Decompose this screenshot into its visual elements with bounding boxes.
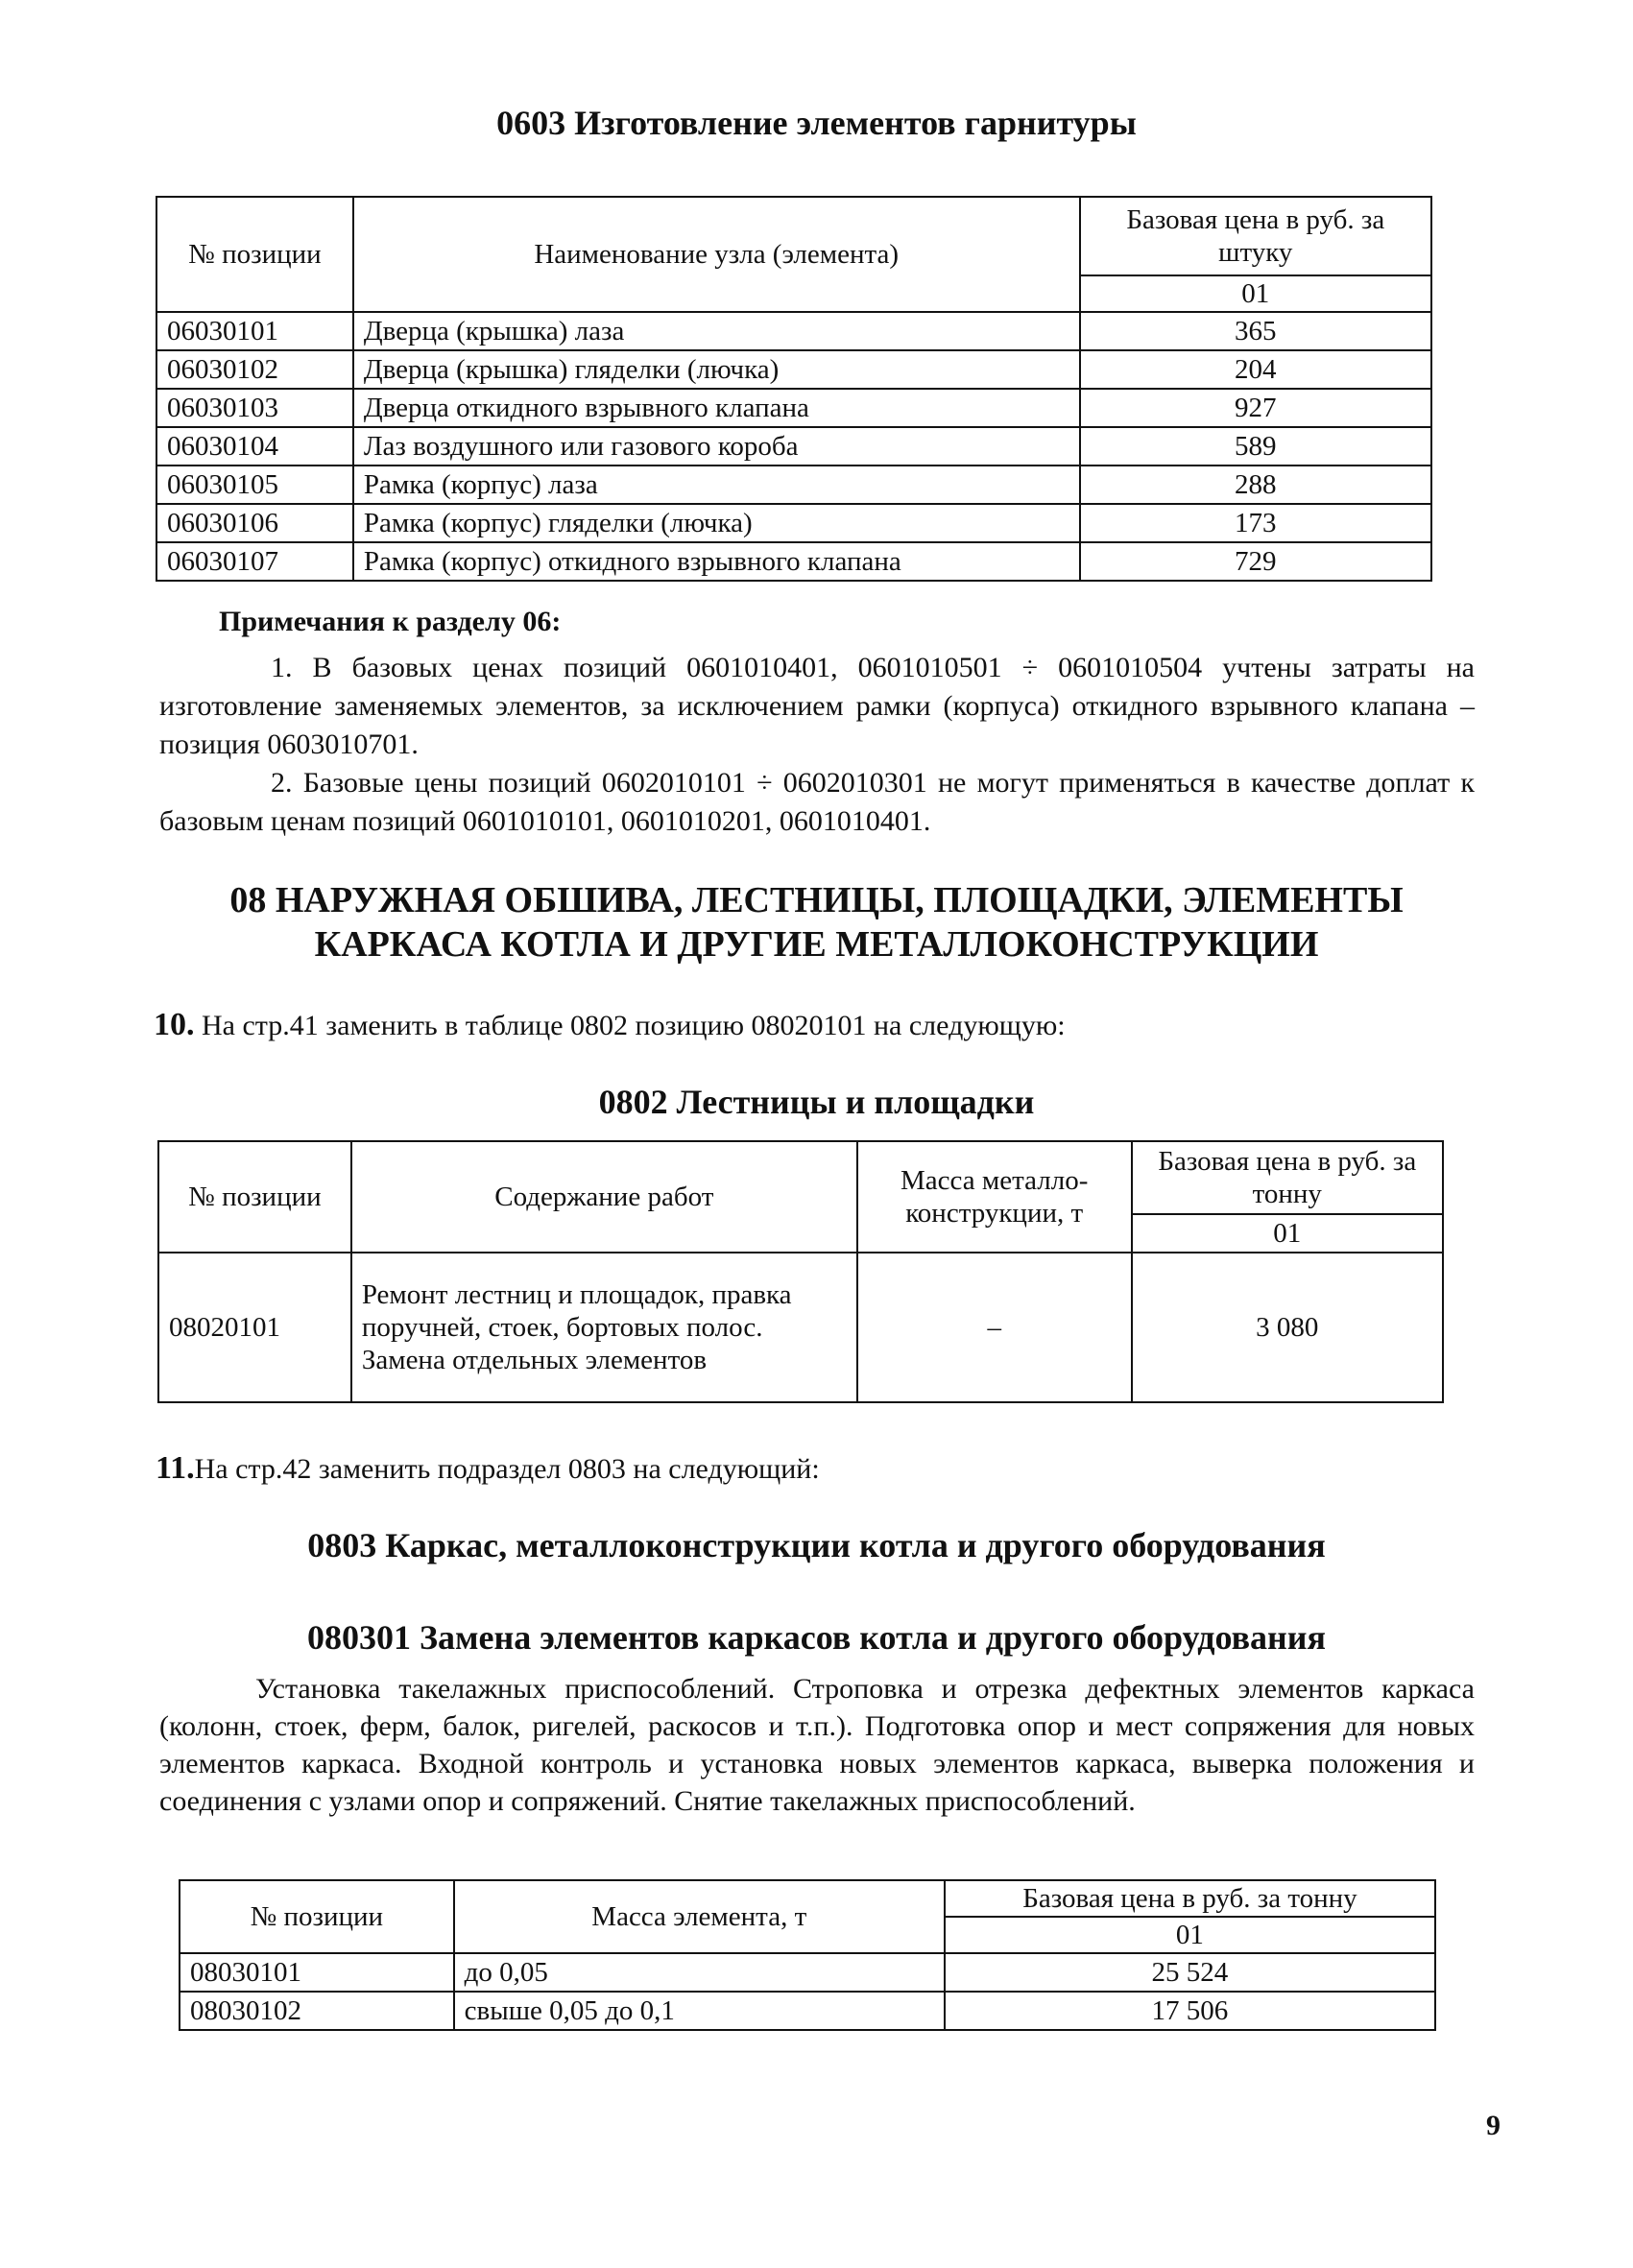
name-cell: Дверца откидного взрывного клапана	[353, 389, 1080, 427]
header-col-01: 01	[1080, 275, 1431, 312]
item-11	[156, 1449, 820, 1489]
price-cell: 204	[1080, 350, 1431, 389]
name-cell: Дверца (крышка) лаза	[353, 312, 1080, 350]
subsection-080301-title: 080301 Замена элементов каркасов котла и другого оборудования	[307, 1618, 1326, 1657]
position-cell: 08030101	[180, 1953, 454, 1992]
page-number: 9	[1486, 2110, 1501, 2141]
position-cell: 06030105	[156, 466, 353, 504]
header-mass: Масса металло-конструкции, т	[857, 1141, 1132, 1253]
header-position: № позиции	[158, 1141, 351, 1253]
header-mass: Масса элемента, т	[454, 1880, 945, 1953]
price-cell: 365	[1080, 312, 1431, 350]
name-cell: Лаз воздушного или газового короба	[353, 427, 1080, 466]
table-row	[156, 312, 1431, 350]
note-2: 2. Базовые цены позиций 0602010101 ÷ 0602010301 не могут применяться в качестве доплат к базовым ценам позиций 0601010101, 0601010201, 0601010401.	[159, 767, 1475, 837]
name-cell: Дверца (крышка) гляделки (лючка)	[353, 350, 1080, 389]
header-price: Базовая цена в руб. за тонну	[945, 1880, 1435, 1917]
header-price: Базовая цена в руб. за штуку	[1080, 197, 1431, 275]
table-0802	[157, 1140, 1444, 1403]
item-10	[154, 1006, 1066, 1045]
name-cell: Рамка (корпус) гляделки (лючка)	[353, 504, 1080, 542]
price-cell: 589	[1080, 427, 1431, 466]
price-cell: 729	[1080, 542, 1431, 581]
table-row	[158, 1253, 1443, 1402]
position-cell: 06030102	[156, 350, 353, 389]
item-10-number: 10.	[154, 1007, 195, 1042]
item-11-text: На стр.42 заменить подраздел 0803 на следующий:	[194, 1453, 820, 1485]
note-1: 1. В базовых ценах позиций 0601010401, 0601010501 ÷ 0601010504 учтены затраты на изготовление заменяемых элементов, за исключением рамки (корпуса) откидного взрывного клапана – позиция 0603010701.	[159, 652, 1475, 760]
section-08-title-line1: 08 НАРУЖНАЯ ОБШИВА, ЛЕСТНИЦЫ, ПЛОЩАДКИ, ЭЛЕМЕНТЫ	[229, 880, 1404, 920]
price-cell: 3 080	[1132, 1253, 1443, 1402]
position-cell: 08020101	[158, 1253, 351, 1402]
table-080301	[179, 1879, 1436, 2031]
price-cell: 17 506	[945, 1992, 1435, 2030]
header-content: Содержание работ	[351, 1141, 857, 1253]
mass-cell: свыше 0,05 до 0,1	[454, 1992, 945, 2030]
price-cell: 288	[1080, 466, 1431, 504]
position-cell: 08030102	[180, 1992, 454, 2030]
notes-heading: Примечания к разделу 06:	[219, 606, 562, 637]
item-11-number: 11.	[156, 1450, 195, 1486]
mass-cell: –	[857, 1253, 1132, 1402]
price-cell: 25 524	[945, 1953, 1435, 1992]
item-10-text: На стр.41 заменить в таблице 0802 позицию 08020101 на следующую:	[194, 1010, 1066, 1041]
table-row	[156, 350, 1431, 389]
table-0603	[156, 196, 1432, 582]
section-0803-title: 0803 Каркас, металлоконструкции котла и другого оборудования	[307, 1526, 1326, 1564]
table-row	[156, 427, 1431, 466]
header-col-01: 01	[945, 1917, 1435, 1953]
table-row	[156, 466, 1431, 504]
section-0803-paragraph: Установка такелажных приспособлений. Строповка и отрезка дефектных элементов каркаса (колонн, стоек, ферм, балок, ригелей, раскосов и т.п.). Подготовка опор и мест сопряжения для новых элементов каркаса. Входной контроль и установка новых элементов каркаса, выверка положения и соединения с узлами опор и сопряжений. Снятие такелажных приспособлений.	[159, 1673, 1475, 1817]
header-col-01: 01	[1132, 1214, 1443, 1253]
content-cell: Ремонт лестниц и площадок, правка поручней, стоек, бортовых полос. Замена отдельных элементов	[351, 1253, 857, 1402]
table-0802-title: 0802 Лестницы и площадки	[598, 1083, 1035, 1121]
name-cell: Рамка (корпус) откидного взрывного клапана	[353, 542, 1080, 581]
position-cell: 06030107	[156, 542, 353, 581]
table-0603-title: 0603 Изготовление элементов гарнитуры	[496, 104, 1137, 142]
position-cell: 06030106	[156, 504, 353, 542]
position-cell: 06030104	[156, 427, 353, 466]
table-row	[180, 1953, 1435, 1992]
header-price: Базовая цена в руб. за тонну	[1132, 1141, 1443, 1214]
mass-cell: до 0,05	[454, 1953, 945, 1992]
name-cell: Рамка (корпус) лаза	[353, 466, 1080, 504]
section-08-title-line2: КАРКАСА КОТЛА И ДРУГИЕ МЕТАЛЛОКОНСТРУКЦИИ	[314, 924, 1319, 965]
header-position: № позиции	[180, 1880, 454, 1953]
table-row	[180, 1992, 1435, 2030]
table-row	[156, 389, 1431, 427]
position-cell: 06030101	[156, 312, 353, 350]
position-cell: 06030103	[156, 389, 353, 427]
table-row	[156, 542, 1431, 581]
price-cell: 927	[1080, 389, 1431, 427]
table-row	[156, 504, 1431, 542]
price-cell: 173	[1080, 504, 1431, 542]
header-name: Наименование узла (элемента)	[353, 197, 1080, 312]
header-position: № позиции	[156, 197, 353, 312]
